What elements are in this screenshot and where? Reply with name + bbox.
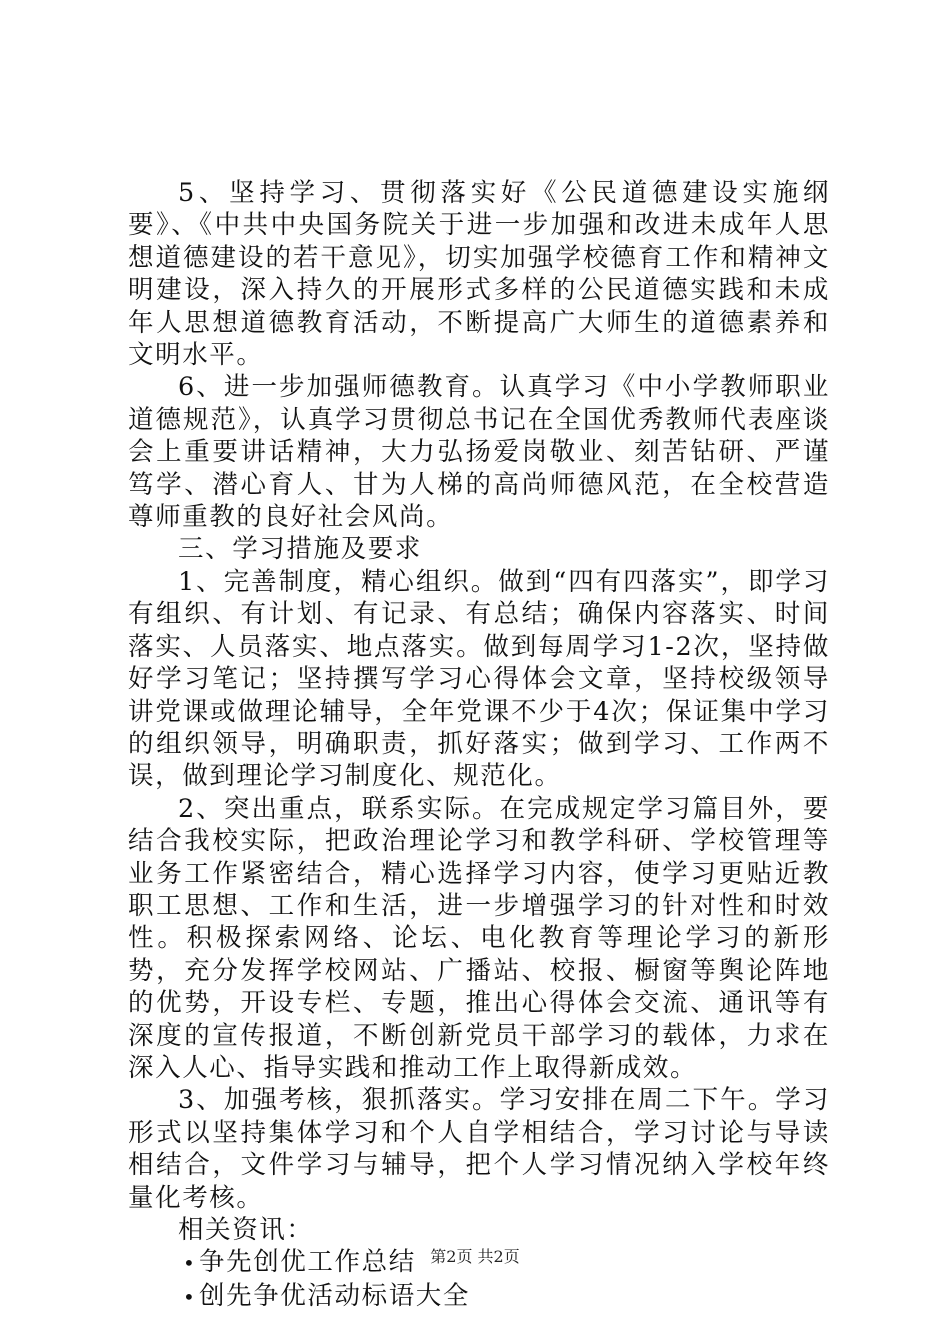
- page-footer: [0, 1244, 950, 1267]
- section-heading: 三、学习措施及要求: [178, 534, 422, 565]
- paragraph-measure-1: 1、完善制度，精心组织。做到“四有四落实”，即学习有组织、有计划、有记录、有总结；确保内容落实、时间落实、人员落实、地点落实。做到每周学习1-2次，坚持做好学习笔记；坚持撰写学习心得体会文章，坚持校级领导讲党课或做理论辅导，全年党课不少于4次；保证集中学习的组织领导，明确职责，抓好落实；做到学习、工作两不误，做到理论学习制度化、规范化。: [128, 566, 830, 792]
- paragraph-item-6: 6、进一步加强师德教育。认真学习《中小学教师职业道德规范》，认真学习贯彻总书记在全国优秀教师代表座谈会上重要讲话精神，大力弘扬爱岗敬业、刻苦钻研、严谨笃学、潜心育人、甘为人梯的高尚师德风范，在全校营造尊师重教的良好社会风尚。: [128, 372, 830, 533]
- bullet-icon: •: [183, 1284, 197, 1309]
- paragraph-measure-3: 3、加强考核，狠抓落实。学习安排在周二下午。学习形式以坚持集体学习和个人自学相结合，学习讨论与导读相结合，文件学习与辅导，把个人学习情况纳入学校年终量化考核。: [128, 1085, 830, 1213]
- related-link-item[interactable]: [183, 1280, 830, 1313]
- bullet-icon: •: [183, 1251, 197, 1276]
- related-news-label: 相关资讯：: [178, 1215, 314, 1245]
- related-link-text[interactable]: 创先争优活动标语大全: [199, 1280, 471, 1311]
- paragraph-measure-2: 2、突出重点，联系实际。在完成规定学习篇目外，要结合我校实际，把政治理论学习和教学科研、学校管理等业务工作紧密结合，精心选择学习内容，使学习更贴近教职工思想、工作和生活，进一步增强学习的针对性和时效性。积极探索网络、论坛、电化教育等理论学习的新形势，充分发挥学校网站、广播站、校报、橱窗等舆论阵地的优势，开设专栏、专题，推出心得体会交流、通讯等有深度的宣传报道，不断创新党员干部学习的载体，力求在深入人心、指导实践和推动工作上取得新成效。: [128, 793, 830, 1083]
- page-indicator: 第2页 共2页: [430, 1247, 520, 1266]
- document-body: [128, 177, 830, 1313]
- related-link-text[interactable]: 争先创优工作总结: [199, 1247, 416, 1278]
- paragraph-item-5: 5、坚持学习、贯彻落实好《公民道德建设实施纲要》、《中共中央国务院关于进一步加强和改进未成年人思想道德建设的若干意见》，切实加强学校德育工作和精神文明建设，深入持久的开展形式多样的公民道德实践和未成年人思想道德教育活动，不断提高广大师生的道德素养和文明水平。: [128, 178, 830, 371]
